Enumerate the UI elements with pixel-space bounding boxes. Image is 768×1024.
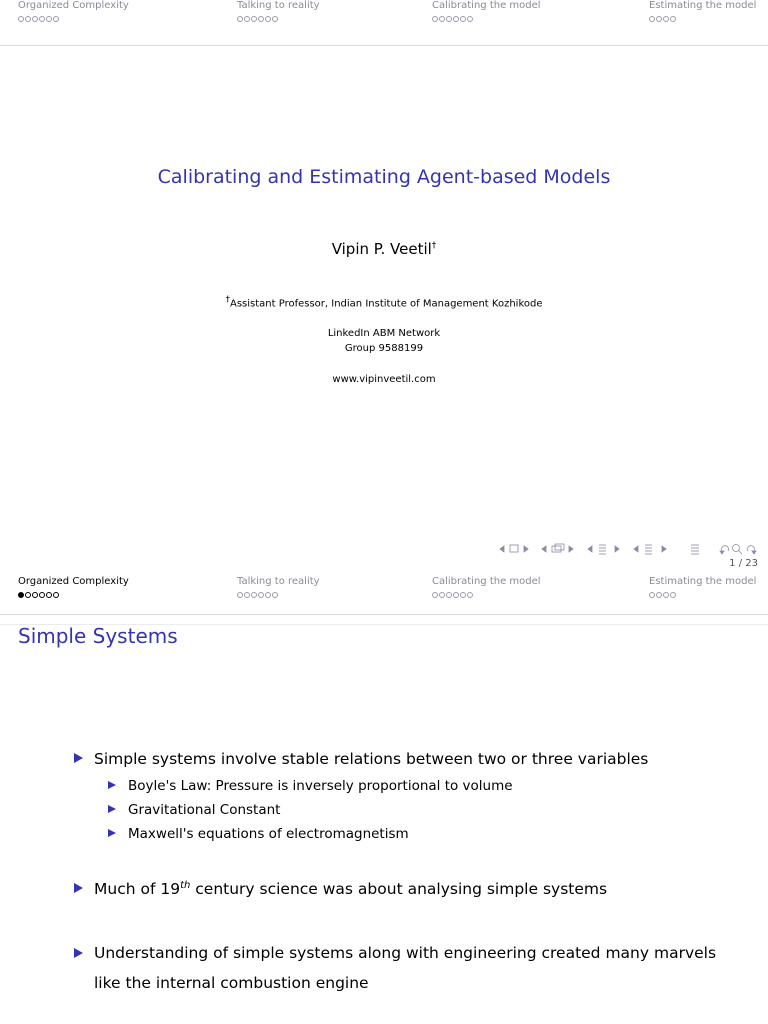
nav-align-icon[interactable] <box>691 545 699 554</box>
bullet-text-start: Much of 19 <box>94 880 181 899</box>
nav-dot[interactable] <box>18 592 24 598</box>
nav-arrow-left-icon[interactable] <box>634 546 638 552</box>
nav-arrow-right-icon[interactable] <box>662 546 666 552</box>
nav-dot[interactable] <box>467 592 473 598</box>
nav-section-label: Organized Complexity <box>18 576 129 587</box>
nav-undo-icon[interactable] <box>720 546 729 554</box>
nav-arrow-left-icon[interactable] <box>500 546 504 552</box>
author-footnote-mark: † <box>431 241 437 251</box>
navbar-divider <box>0 614 768 615</box>
nav-arrow-right-icon[interactable] <box>524 546 528 552</box>
nav-dot[interactable] <box>25 592 31 598</box>
slide2-navbar <box>0 575 768 615</box>
nav-dot[interactable] <box>53 592 59 598</box>
bullet-triangle-icon <box>108 805 116 813</box>
bullet-item <box>74 880 754 898</box>
nav-dot[interactable] <box>460 592 466 598</box>
nav-dots <box>18 14 129 24</box>
nav-dot[interactable] <box>25 16 31 22</box>
nav-dot[interactable] <box>446 592 452 598</box>
nav-arrow-right-icon[interactable] <box>615 546 619 552</box>
nav-dot[interactable] <box>237 592 243 598</box>
nav-dot[interactable] <box>649 16 655 22</box>
page-number: 1 / 23 <box>729 558 758 569</box>
nav-dot[interactable] <box>39 16 45 22</box>
network-line: LinkedIn ABM Network <box>327 328 441 339</box>
affiliation-footnote-mark: † <box>225 295 230 305</box>
nav-section-label: Estimating the model <box>649 0 757 11</box>
bullet-text: Simple systems involve stable relations between two or three variables <box>94 750 649 768</box>
nav-dot[interactable] <box>432 592 438 598</box>
nav-dot[interactable] <box>439 16 445 22</box>
nav-dots <box>649 14 756 24</box>
bullet-triangle-icon <box>108 781 116 789</box>
nav-dots <box>18 590 129 600</box>
navbar-divider <box>0 45 768 46</box>
bullet-triangle-icon <box>74 883 83 893</box>
author-name <box>0 240 768 258</box>
nav-section-organized-complexity[interactable] <box>18 576 129 600</box>
nav-dot[interactable] <box>251 16 257 22</box>
nav-arrow-right-icon[interactable] <box>569 546 573 552</box>
nav-section-label: Organized Complexity <box>18 0 129 11</box>
sub-bullet-item <box>108 802 754 818</box>
bullet-text-line2: like the internal combustion engine <box>94 974 369 993</box>
nav-dot[interactable] <box>460 16 466 22</box>
nav-dot[interactable] <box>670 16 676 22</box>
nav-dot[interactable] <box>244 592 250 598</box>
nav-section-talking-to-reality[interactable] <box>237 0 320 24</box>
nav-section-calibrating-the-model[interactable] <box>432 576 541 600</box>
network-info <box>0 326 768 356</box>
nav-dots <box>432 590 541 600</box>
nav-arrow-left-icon[interactable] <box>542 546 546 552</box>
nav-dot[interactable] <box>258 592 264 598</box>
website-link[interactable]: www.vipinveetil.com <box>332 374 436 385</box>
affiliation-text: Assistant Professor, Indian Institute of Management Kozhikode <box>229 298 543 310</box>
nav-arrow-left-icon[interactable] <box>588 546 592 552</box>
beamer-navigation-symbols <box>496 541 764 557</box>
sub-bullet-text: Boyle's Law: Pressure is inversely proportional to volume <box>128 778 513 794</box>
bullet-triangle-icon <box>74 753 83 763</box>
bullet-list <box>74 750 754 998</box>
nav-dot[interactable] <box>656 16 662 22</box>
bullet-triangle-icon <box>74 948 83 958</box>
bullet-superscript: th <box>180 880 191 891</box>
nav-section-calibrating-the-model[interactable] <box>432 0 541 24</box>
nav-section-estimating-the-model[interactable] <box>649 576 756 600</box>
nav-dots <box>649 590 756 600</box>
nav-dot[interactable] <box>265 16 271 22</box>
nav-section-icon[interactable] <box>645 545 652 554</box>
sub-bullet-text: Maxwell's equations of electromagnetism <box>128 826 409 842</box>
nav-dot[interactable] <box>446 16 452 22</box>
nav-dot[interactable] <box>432 16 438 22</box>
bullet-triangle-icon <box>108 829 116 837</box>
affiliation <box>0 295 768 309</box>
nav-frame-icon[interactable] <box>510 545 518 552</box>
presentation-title: Calibrating and Estimating Agent-based Models <box>157 166 611 188</box>
nav-dot[interactable] <box>18 16 24 22</box>
bullet-text-end: century science was about analysing simple systems <box>190 880 608 899</box>
nav-dot[interactable] <box>649 592 655 598</box>
bullet-item <box>74 750 754 768</box>
frame-title: Simple Systems <box>18 624 178 648</box>
bullet-item <box>74 938 754 998</box>
nav-undo-icon[interactable] <box>748 546 757 554</box>
nav-dot[interactable] <box>663 16 669 22</box>
nav-dot[interactable] <box>251 592 257 598</box>
slide1-navbar <box>0 0 768 46</box>
nav-dot[interactable] <box>258 16 264 22</box>
sub-bullet-text: Gravitational Constant <box>128 802 281 818</box>
nav-dot[interactable] <box>272 16 278 22</box>
nav-dot[interactable] <box>46 16 52 22</box>
nav-section-organized-complexity[interactable] <box>18 0 129 24</box>
bullet-text-line1: Understanding of simple systems along with engineering created many marvels <box>94 944 717 963</box>
nav-dots <box>237 14 320 24</box>
nav-dot[interactable] <box>467 16 473 22</box>
nav-dot[interactable] <box>453 592 459 598</box>
nav-dot[interactable] <box>244 16 250 22</box>
nav-dots <box>237 590 320 600</box>
nav-dot[interactable] <box>670 592 676 598</box>
nav-dots <box>432 14 541 24</box>
nav-dot[interactable] <box>46 592 52 598</box>
nav-dot[interactable] <box>272 592 278 598</box>
nav-section-label: Talking to reality <box>237 0 320 11</box>
nav-dot[interactable] <box>237 16 243 22</box>
nav-dot[interactable] <box>32 592 38 598</box>
nav-dot[interactable] <box>39 592 45 598</box>
nav-section-label: Estimating the model <box>649 576 757 587</box>
nav-section-talking-to-reality[interactable] <box>237 576 320 600</box>
nav-dot[interactable] <box>656 592 662 598</box>
nav-search-icon[interactable] <box>733 545 743 555</box>
nav-dot[interactable] <box>53 16 59 22</box>
nav-section-label: Calibrating the model <box>432 576 541 587</box>
nav-section-label: Calibrating the model <box>432 0 541 11</box>
sub-bullet-item <box>108 778 754 794</box>
nav-dot[interactable] <box>663 592 669 598</box>
nav-section-icon[interactable] <box>599 545 606 554</box>
nav-dot[interactable] <box>439 592 445 598</box>
sub-bullet-item <box>108 826 754 842</box>
nav-section-label: Talking to reality <box>237 576 320 587</box>
nav-dot[interactable] <box>453 16 459 22</box>
group-line: Group 9588199 <box>344 343 424 354</box>
nav-dot[interactable] <box>265 592 271 598</box>
nav-section-estimating-the-model[interactable] <box>649 0 756 24</box>
nav-dot[interactable] <box>32 16 38 22</box>
author-text: Vipin P. Veetil <box>331 240 432 258</box>
nav-subsection-icon[interactable] <box>552 544 564 552</box>
